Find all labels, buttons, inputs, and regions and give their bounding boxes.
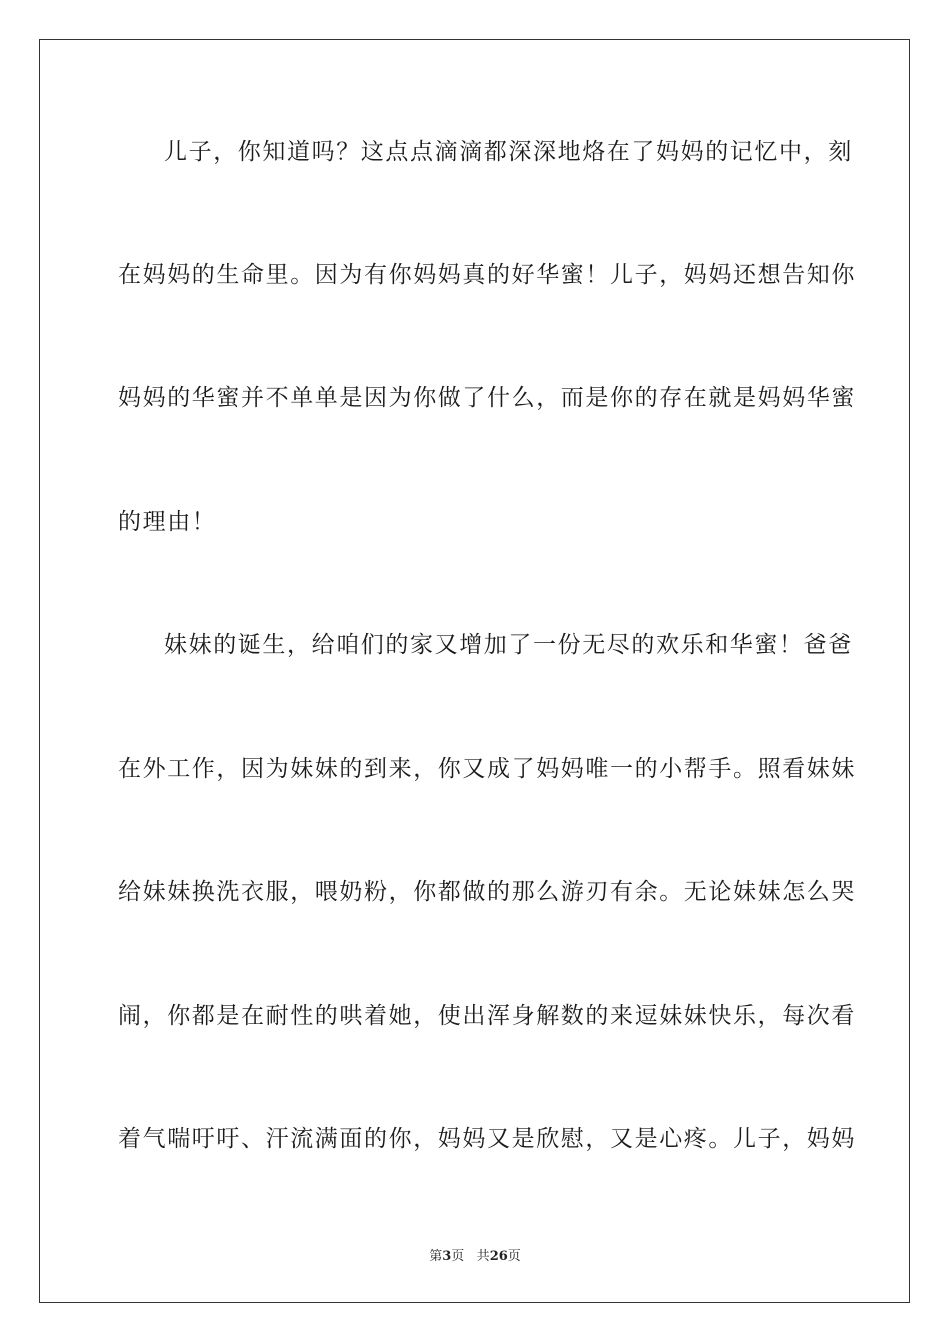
- paragraph-line: 着气喘吁吁、汗流满面的你，妈妈又是欣慰，又是心疼。儿子，妈妈: [118, 1126, 856, 1152]
- paragraph-line: 的理由！: [118, 509, 217, 535]
- total-suffix: 页: [507, 1249, 521, 1264]
- paragraph-line: 在妈妈的生命里。因为有你妈妈真的好华蜜！儿子，妈妈还想告知你: [118, 262, 856, 288]
- paragraph-line: 在外工作，因为妹妹的到来，你又成了妈妈唯一的小帮手。照看妹妹: [118, 756, 856, 782]
- page-suffix: 页: [451, 1249, 465, 1264]
- total-prefix: 共: [476, 1249, 490, 1264]
- page-total: 26: [489, 1249, 508, 1264]
- paragraph-line: 给妹妹换洗衣服，喂奶粉，你都做的那么游刃有余。无论妹妹怎么哭: [118, 879, 856, 905]
- page-current: 3: [442, 1249, 452, 1264]
- page-prefix: 第: [429, 1249, 443, 1264]
- paragraph-line: 妹妹的诞生，给咱们的家又增加了一份无尽的欢乐和华蜜！爸爸: [164, 632, 853, 658]
- page-footer: [0, 1248, 950, 1266]
- paragraph-line: 闹，你都是在耐性的哄着她，使出浑身解数的来逗妹妹快乐，每次看: [118, 1003, 856, 1029]
- paragraph-line: 妈妈的华蜜并不单单是因为你做了什么，而是你的存在就是妈妈华蜜: [118, 385, 856, 411]
- page-border: [39, 39, 910, 1303]
- paragraph-line: 儿子，你知道吗？这点点滴滴都深深地烙在了妈妈的记忆中，刻: [164, 139, 853, 165]
